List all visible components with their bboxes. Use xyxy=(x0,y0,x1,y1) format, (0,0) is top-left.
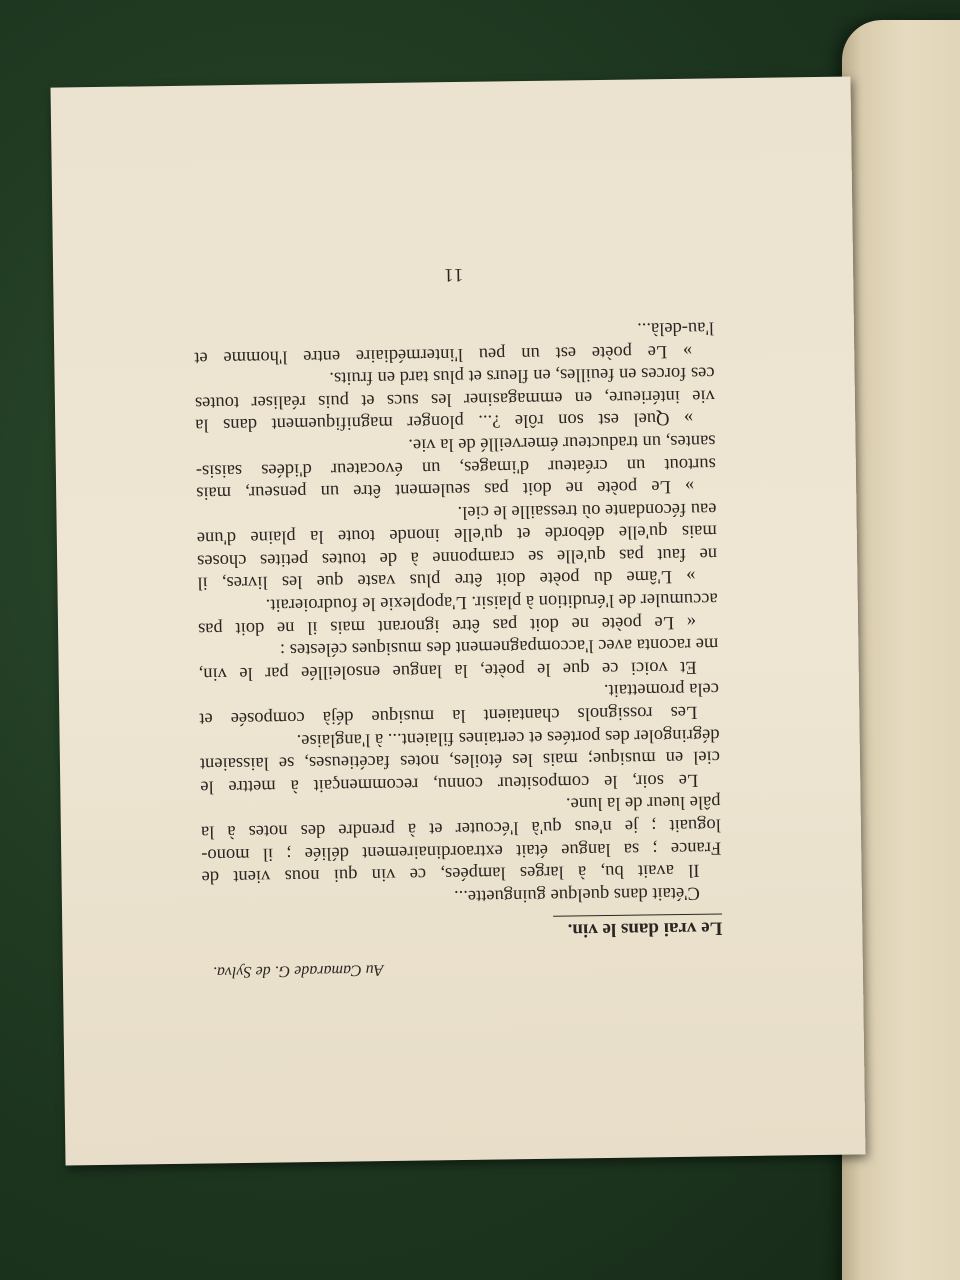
text-line: Les rossignols chantaient la musique déjà composée et xyxy=(199,701,698,729)
text-line: santes, un traducteur émerveillé de la vie. xyxy=(408,430,716,455)
text-line: dégringoler des portées et certaines filaient... à l'anglaise. xyxy=(296,724,720,751)
text-line: » Le poète ne doit pas seulement être un penseur, mais xyxy=(196,475,695,503)
text-line: C'était dans quelque guinguette... xyxy=(453,882,700,907)
text-line: loguait ; je n'eus qu'à l'écouter et à prendre des notes à la xyxy=(200,814,722,842)
text-line: accumuler de l'érudition à plaisir. L'apoplexie le foudroierait. xyxy=(265,588,718,615)
text-line: Et voici ce que le poète, la langue ensoleillée par le vin, xyxy=(198,656,697,684)
book-page xyxy=(51,76,866,1165)
text-line: Il avait bu, à larges lampées, ce vin qui nous vient de xyxy=(201,859,700,887)
text-line: « Le poète ne doit pas être ignorant mais il ne doit pas xyxy=(197,611,697,639)
text-line: cela promettait. xyxy=(603,678,720,701)
dedication: Au Camarade G. de Sylva. xyxy=(212,961,384,981)
text-line: ciel en musique; mais les étoiles, notes facétieuses, se laissaient xyxy=(199,746,721,774)
text-line: ne faut pas qu'elle se cramponne à de toutes petites choses xyxy=(196,543,718,571)
text-line: France ; sa langue était extraordinairement déliée ; il mono- xyxy=(201,837,722,865)
text-line: » L'âme du poète doit être plus vaste que les livres, il xyxy=(197,566,696,594)
text-line: surtout un créateur d'images, un évocateur d'idées saisis- xyxy=(195,453,716,481)
text-line: » Le poète est un peu l'intermédiaire entre l'homme et xyxy=(194,340,693,368)
text-line: Le soir, le compositeur connu, recommençait à mettre le xyxy=(200,769,699,797)
text-line: ces forces en feuilles, en fleurs et plus tard en fruits. xyxy=(329,362,715,389)
text-line: pâle lueur de la lune. xyxy=(565,791,721,815)
page-text-block xyxy=(193,259,723,982)
page-number: 11 xyxy=(442,264,464,286)
text-line: me raconta avec l'accompagnement des musiques célestes : xyxy=(279,633,719,660)
chapter-title: Le vrai dans le vin. xyxy=(553,913,722,941)
text-line: vie intérieure, en emmagasiner les sucs et puis réaliser toutes xyxy=(194,385,716,413)
text-line: mais qu'elle déborde et qu'elle inonde toute la plaine d'une xyxy=(196,520,717,549)
text-line: l'au-delà... xyxy=(636,317,715,339)
text-line: » Quel est son rôle ?... plonger magnifiquement dans la xyxy=(195,408,694,436)
text-line: eau fécondante où tressaille le ciel. xyxy=(457,498,717,522)
